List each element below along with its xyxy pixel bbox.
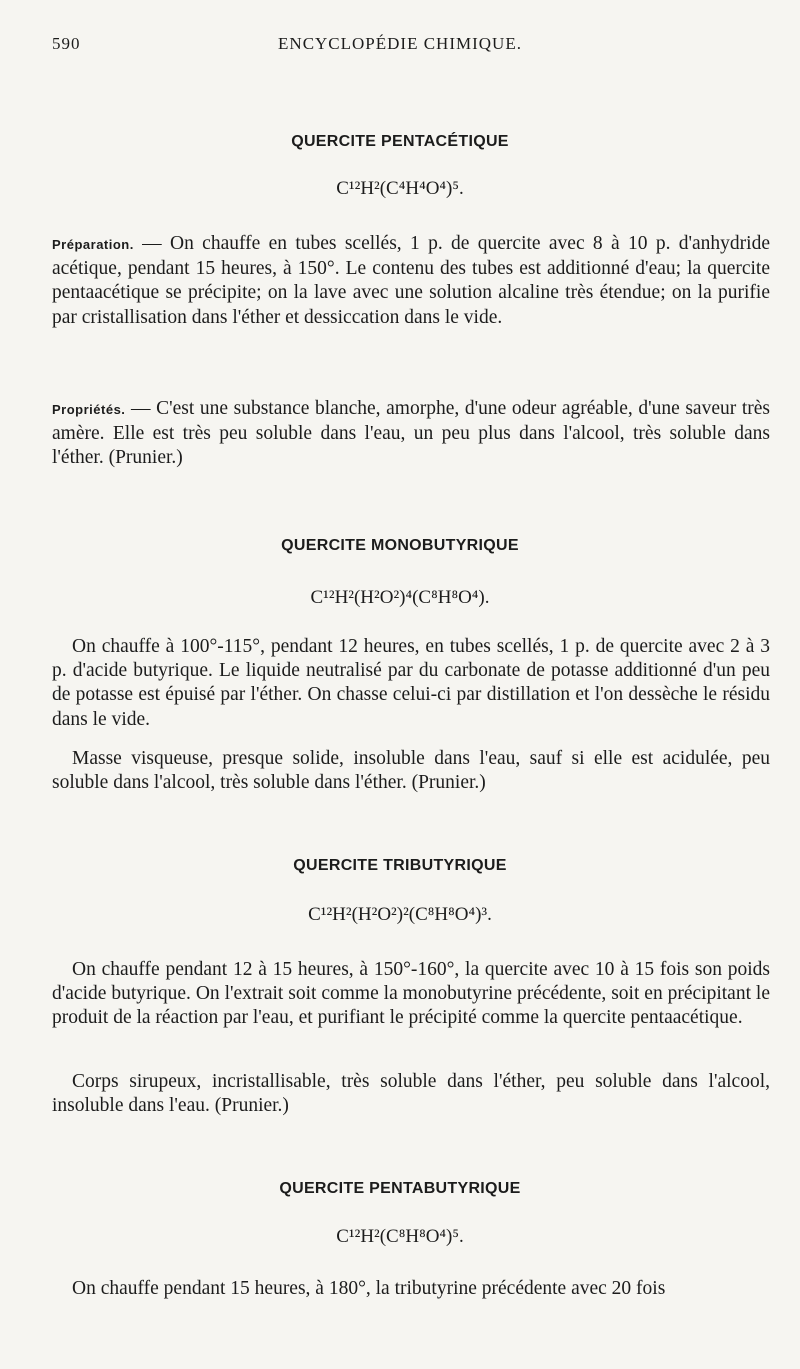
preparation-label: Préparation. xyxy=(52,237,134,252)
running-title: ENCYCLOPÉDIE CHIMIQUE. xyxy=(278,34,522,53)
section-title-pentacetique: QUERCITE PENTACÉTIQUE xyxy=(291,133,509,150)
section-title-monobutyrique: QUERCITE MONOBUTYRIQUE xyxy=(281,537,519,554)
formula-pentabutyrique: C¹²H²(C⁸H⁸O⁴)⁵. xyxy=(336,1226,464,1247)
formula-tributyrique: C¹²H²(H²O²)²(C⁸H⁸O⁴)³. xyxy=(308,904,492,925)
section-title-pentabutyrique: QUERCITE PENTABUTYRIQUE xyxy=(279,1180,521,1197)
paragraph-proprietes xyxy=(52,397,770,471)
paragraph-preparation xyxy=(52,232,770,330)
paragraph-tributyrique-1: On chauffe pendant 12 à 15 heures, à 150°-160°, la quercite avec 10 à 15 fois son poids d'acide butyrique. On l'extrait soit comme la monobutyrine précédente, soit en précipitant le produit de la réaction par l'eau, et purifiant le précipité comme la quercite pentaacétique. xyxy=(52,959,770,1029)
paragraph-tributyrique-2: Corps sirupeux, incristallisable, très soluble dans l'éther, peu soluble dans l'alcool, insoluble dans l'eau. (Prunier.) xyxy=(52,1071,770,1117)
paragraph-monobutyrique-1: On chauffe à 100°-115°, pendant 12 heures, en tubes scellés, 1 p. de quercite avec 2 à 3 p. d'acide butyrique. Le liquide neutralisé par du carbonate de potasse additionné d'un peu de potasse est épuisé par l'éther. On chasse celui-ci par distillation et l'on dessèche le résidu dans le vide. xyxy=(52,636,770,730)
page-header xyxy=(52,34,748,58)
page-number: 590 xyxy=(52,34,81,53)
proprietes-label: Propriétés. xyxy=(52,402,126,417)
section-title-tributyrique: QUERCITE TRIBUTYRIQUE xyxy=(293,857,507,874)
formula-monobutyrique: C¹²H²(H²O²)⁴(C⁸H⁸O⁴). xyxy=(310,587,490,608)
formula-pentacetique: C¹²H²(C⁴H⁴O⁴)⁵. xyxy=(336,178,464,199)
paragraph-monobutyrique-2: Masse visqueuse, presque solide, insoluble dans l'eau, sauf si elle est acidulée, peu soluble dans l'alcool, très soluble dans l'éther. (Prunier.) xyxy=(52,748,770,794)
preparation-text: — On chauffe en tubes scellés, 1 p. de quercite avec 8 à 10 p. d'anhydride acétique, pendant 15 heures, à 150°. Le contenu des tubes est additionné d'eau; la quercite pentaacétique se précipite; on la lave avec une solution alcaline très étendue; on la purifie par cristallisation dans l'éther et dessiccation dans le vide. xyxy=(52,233,770,328)
paragraph-pentabutyrique-1: On chauffe pendant 15 heures, à 180°, la tributyrine précédente avec 20 fois xyxy=(72,1278,666,1299)
proprietes-text: — C'est une substance blanche, amorphe, d'une odeur agréable, d'une saveur très amère. Elle est très peu soluble dans l'eau, un peu plus dans l'alcool, très soluble dans l'éther. (Prunier.) xyxy=(52,398,770,469)
